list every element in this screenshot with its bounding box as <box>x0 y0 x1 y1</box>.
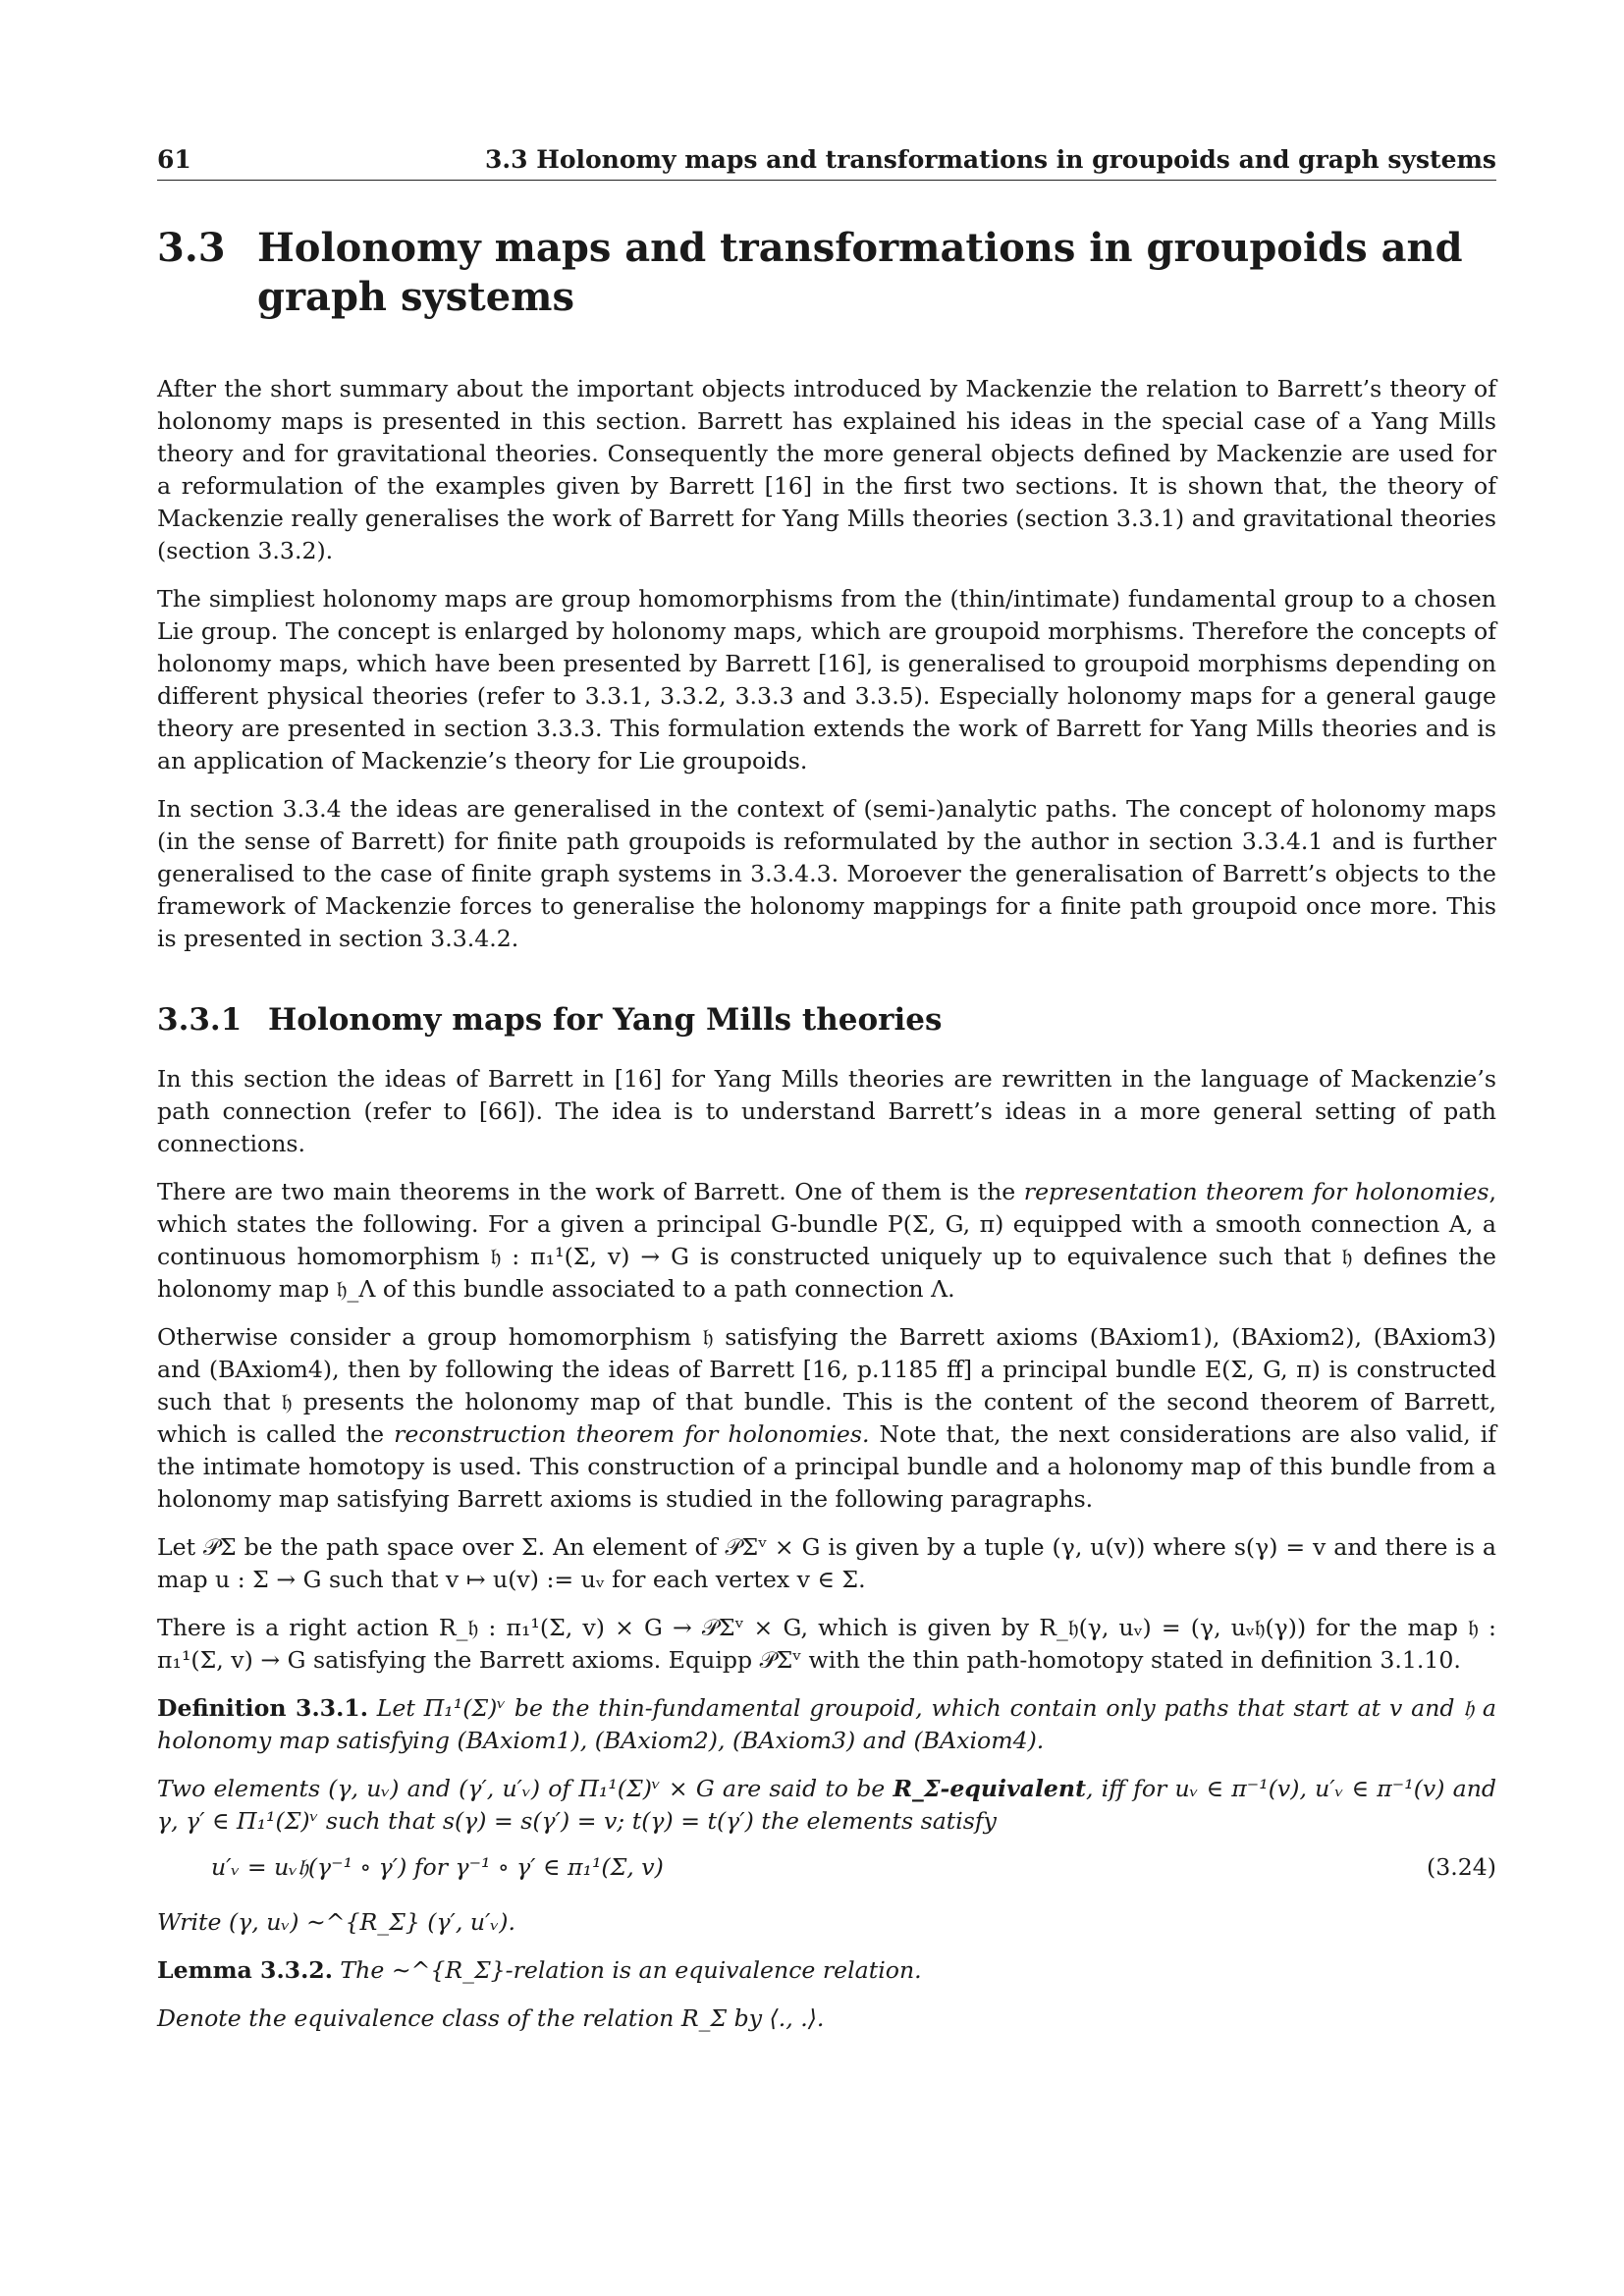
subsection-paragraph-3 <box>157 1321 1496 1516</box>
paragraph-text: Otherwise consider a group homomorphism 𝔥 satisfying the Barrett axioms (BAxiom1), (BAxiom2), (BAxiom3) and (BAxiom4), then by following the ideas of Barrett [16, p.1185 ff] a principal bundle E(Σ, G, π) is constructed such that 𝔥 presents the holonomy map of that bundle. This is the content of the second theorem of Barrett, which is called the <box>157 1323 1496 1448</box>
running-header <box>157 145 1496 181</box>
intro-paragraph-1: After the short summary about the important objects introduced by Mackenzie the relation to Barrett’s theory of holonomy maps is presented in this section. Barrett has explained his ideas in the special case of a Yang Mills theory and for gravitational theories. Consequently the more general objects defined by Mackenzie are used for a reformulation of the examples given by Barrett [16] in the first two sections. It is shown that, the theory of Mackenzie really generalises the work of Barrett for Yang Mills theories (section 3.3.1) and gravitational theories (section 3.3.2). <box>157 375 1496 564</box>
running-title: 3.3 Holonomy maps and transformations in groupoids and graph systems <box>485 145 1496 174</box>
section-heading <box>157 224 1496 322</box>
equation-number: (3.24) <box>1427 1853 1496 1881</box>
definition-write: Write (γ, uᵥ) ∼^{R_Σ} (γ′, u′ᵥ). <box>157 1908 515 1936</box>
page-number: 61 <box>157 145 191 174</box>
equation-body: u′ᵥ = uᵥ𝔥(γ⁻¹ ∘ γ′) for γ⁻¹ ∘ γ′ ∈ π₁¹(Σ, v) <box>211 1853 664 1881</box>
paragraph-text: , which states the following. For a given a principal G-bundle P(Σ, G, π) equipped with a smooth connection A, a continuous homomorphism 𝔥 : π₁¹(Σ, v) → G is constructed uniquely up to equivalence such that 𝔥 defines the holonomy map 𝔥_Λ of this bundle associated to a path connection Λ. <box>157 1178 1496 1303</box>
page <box>157 145 1496 2051</box>
definition-text: Let Π₁¹(Σ)ᵛ be the thin-fundamental groupoid, which contain only paths that start at v and 𝔥 a holonomy map satisfying (BAxiom1), (BAxiom2), (BAxiom3) and (BAxiom4). <box>157 1694 1496 1754</box>
lemma-denote: Denote the equivalence class of the relation R_Σ by ⟨., .⟩. <box>157 2004 825 2032</box>
subsection-paragraph-5: There is a right action R_𝔥 : π₁¹(Σ, v) × G → 𝒫Σᵛ × G, which is given by R_𝔥(γ, uᵥ) = (γ, uᵥ𝔥(γ)) for the map 𝔥 : π₁¹(Σ, v) → G satisfying the Barrett axioms. Equipp 𝒫Σᵛ with the thin path-homotopy stated in definition 3.1.10. <box>157 1614 1496 1674</box>
section-title: Holonomy maps and transformations in groupoids and graph systems <box>257 225 1463 320</box>
definition-paragraph-2 <box>157 1773 1496 1838</box>
subsection-number: 3.3.1 <box>157 1002 243 1038</box>
definition-text: , iff for uᵥ ∈ π⁻¹(v), u′ᵥ ∈ π⁻¹(v) and γ, γ′ ∈ Π₁¹(Σ)ᵛ such that s(γ) = s(γ′) = v; t(γ) = t(γ′) the elements satisfy <box>157 1775 1497 1835</box>
definition-term: R_Σ-equivalent <box>893 1775 1086 1802</box>
section-number: 3.3 <box>157 225 226 271</box>
emphasis-text: representation theorem for holonomies <box>1023 1178 1489 1205</box>
intro-paragraph-2: The simpliest holonomy maps are group homomorphisms from the (thin/intimate) fundamental group to a chosen Lie group. The concept is enlarged by holonomy maps, which are groupoid morphisms. Therefore the concepts of holonomy maps, which have been presented by Barrett [16], is generalised to groupoid morphisms depending on different physical theories (refer to 3.3.1, 3.3.2, 3.3.3 and 3.3.5). Especially holonomy maps for a general gauge theory are presented in section 3.3.3. This formulation extends the work of Barrett for Yang Mills theories and is an application of Mackenzie’s theory for Lie groupoids. <box>157 585 1496 774</box>
definition-text: Two elements (γ, uᵥ) and (γ′, u′ᵥ) of Π₁¹(Σ)ᵛ × G are said to be <box>157 1775 893 1802</box>
equation <box>157 1853 1496 1881</box>
lemma-text: The ∼^{R_Σ}-relation is an equivalence relation. <box>332 1956 922 1984</box>
subsection-heading <box>157 1002 1496 1038</box>
lemma-block <box>157 1954 1496 2035</box>
subsection-paragraph-2 <box>157 1176 1496 1306</box>
lemma-label: Lemma 3.3.2. <box>157 1956 333 1984</box>
subsection-title: Holonomy maps for Yang Mills theories <box>268 1002 943 1038</box>
definition-block <box>157 1692 1496 1939</box>
emphasis-text: reconstruction theorem for holonomies. <box>394 1420 870 1448</box>
paragraph-text: There are two main theorems in the work of Barrett. One of them is the <box>157 1178 1024 1205</box>
subsection-paragraph-1: In this section the ideas of Barrett in [16] for Yang Mills theories are rewritten in the language of Mackenzie’s path connection (refer to [66]). The idea is to understand Barrett’s ideas in a more general setting of path connections. <box>157 1065 1496 1157</box>
definition-label: Definition 3.3.1. <box>157 1694 368 1722</box>
definition-paragraph-1 <box>157 1692 1496 1757</box>
intro-paragraph-3: In section 3.3.4 the ideas are generalised in the context of (semi-)analytic paths. The concept of holonomy maps (in the sense of Barrett) for finite path groupoids is reformulated by the author in section 3.3.4.1 and is further generalised to the case of finite graph systems in 3.3.4.3. Moroever the generalisation of Barrett’s objects to the framework of Mackenzie forces to generalise the holonomy mappings for a finite path groupoid once more. This is presented in section 3.3.4.2. <box>157 795 1496 952</box>
subsection-paragraph-4: Let 𝒫Σ be the path space over Σ. An element of 𝒫Σᵛ × G is given by a tuple (γ, u(v)) where s(γ) = v and there is a map u : Σ → G such that v ↦ u(v) := uᵥ for each vertex v ∈ Σ. <box>157 1533 1496 1593</box>
paragraph-text: Note that, the next considerations are also valid, if the intimate homotopy is used. This construction of a principal bundle and a holonomy map of this bundle from a holonomy map satisfying Barrett axioms is studied in the following paragraphs. <box>157 1420 1496 1513</box>
lemma-paragraph <box>157 1954 1496 1987</box>
